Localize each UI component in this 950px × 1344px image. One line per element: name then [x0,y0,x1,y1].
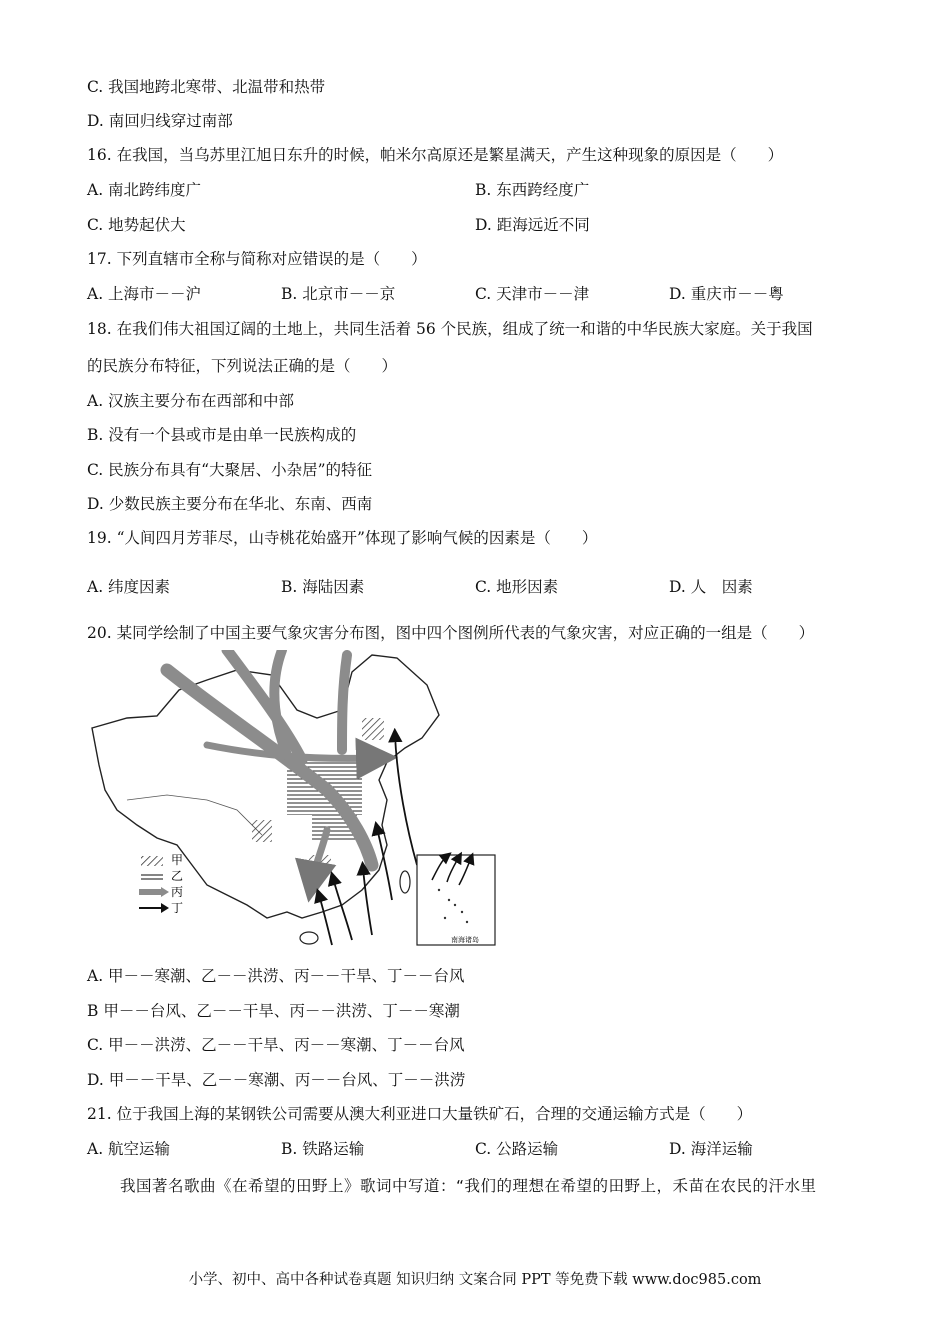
q17-option-a: A. 上海市－－沪 [87,285,202,303]
legend-ding: 丁 [171,901,184,915]
q21-option-a: A. 航空运输 [87,1140,171,1158]
map-legend [139,853,183,915]
q21-option-d: D. 海洋运输 [669,1140,753,1158]
q16-option-d: D. 距海远近不同 [475,216,590,234]
q21-option-c: C. 公路运输 [475,1140,559,1158]
q19-option-a: A. 纬度因素 [87,578,171,596]
q20-stem: 20. 某同学绘制了中国主要气象灾害分布图，图中四个图例所代表的气象灾害，对应正确的一组是（ ） [87,624,815,642]
q15-option-d: D. 南回归线穿过南部 [87,112,233,130]
q20-option-a: A. 甲－－寒潮、乙－－洪涝、丙－－干旱、丁－－台风 [87,967,465,985]
q19-stem: 19. “人间四月芳菲尽，山寺桃花始盛开”体现了影响气候的因素是（ ） [87,529,598,547]
q19-option-c: C. 地形因素 [475,578,559,596]
q18-option-b: B. 没有一个县或市是由单一民族构成的 [87,426,357,444]
q17-stem: 17. 下列直辖市全称与简称对应错误的是（ ） [87,250,427,268]
reading-passage: 我国著名歌曲《在希望的田野上》歌词中写道：“我们的理想在希望的田野上，禾苗在农民的汗水里 [120,1177,817,1195]
q21-stem: 21. 位于我国上海的某钢铁公司需要从澳大利亚进口大量铁矿石，合理的交通运输方式是（ ） [87,1105,753,1123]
legend-yi: 乙 [171,869,184,883]
q20-option-c: C. 甲－－洪涝、乙－－干旱、丙－－寒潮、丁－－台风 [87,1036,465,1054]
q18-stem-line1: 18. 在我们伟大祖国辽阔的土地上，共同生活着 56 个民族，组成了统一和谐的中华民族大家庭。关于我国 [87,320,813,338]
q17-option-d: D. 重庆市－－粤 [669,285,784,303]
q15-option-c: C. 我国地跨北寒带、北温带和热带 [87,78,326,96]
q17-option-b: B. 北京市－－京 [281,285,396,303]
q18-option-d: D. 少数民族主要分布在华北、东南、西南 [87,495,373,513]
china-weather-disaster-map [87,650,507,950]
q17-option-c: C. 天津市－－津 [475,285,590,303]
q19-option-d: D. 人 因素 [669,578,753,596]
q18-stem-line2: 的民族分布特征，下列说法正确的是（ ） [87,357,398,375]
page-footer: 小学、初中、高中各种试卷真题 知识归纳 文案合同 PPT 等免费下载 www.doc985.com [188,1272,762,1288]
inset-label: 南海诸岛 [451,936,479,944]
q16-option-c: C. 地势起伏大 [87,216,186,234]
q19-option-b: B. 海陆因素 [281,578,365,596]
q18-option-a: A. 汉族主要分布在西部和中部 [87,392,295,410]
south-china-sea-inset [417,855,495,945]
q16-option-a: A. 南北跨纬度广 [87,181,202,199]
q16-option-b: B. 东西跨经度广 [475,181,590,199]
legend-jia: 甲 [171,853,184,867]
legend-bing: 丙 [171,885,184,899]
q20-option-d: D. 甲－－干旱、乙－－寒潮、丙－－台风、丁－－洪涝 [87,1071,466,1089]
q21-option-b: B. 铁路运输 [281,1140,365,1158]
q16-stem: 16. 在我国，当乌苏里江旭日东升的时候，帕米尔高原还是繁星满天，产生这种现象的原因是（ ） [87,146,784,164]
q20-option-b: B 甲－－台风、乙－－干旱、丙－－洪涝、丁－－寒潮 [87,1002,460,1020]
q18-option-c: C. 民族分布具有“大聚居、小杂居”的特征 [87,461,373,479]
